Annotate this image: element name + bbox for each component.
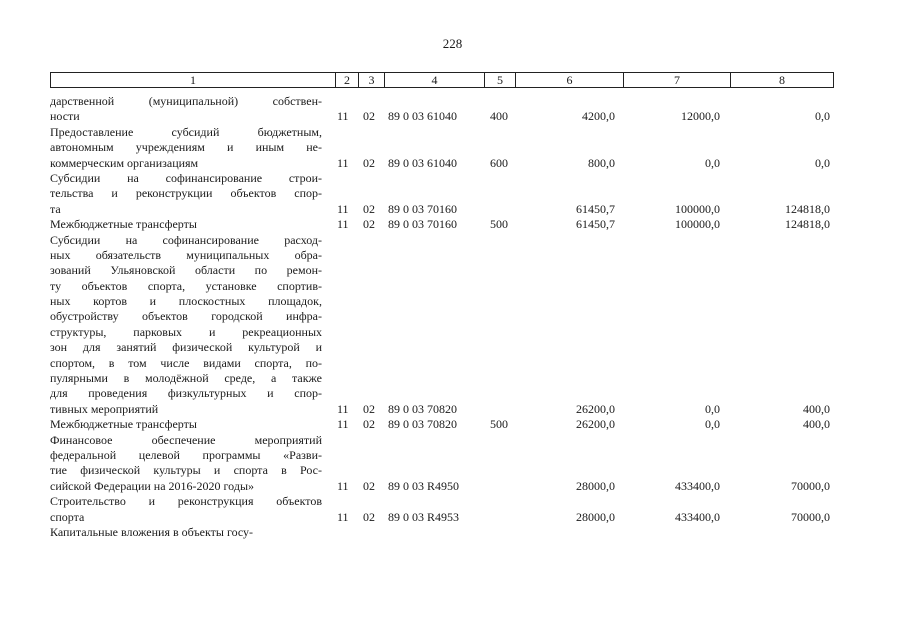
table-row — [50, 525, 840, 540]
row-description — [50, 94, 322, 125]
description-line: для проведения физкультурных и спор- — [50, 386, 322, 401]
table-row — [50, 494, 840, 525]
cell-c2: 11 — [337, 509, 349, 524]
row-description — [50, 494, 322, 525]
cell-c6: 61450,7 — [576, 217, 615, 232]
description-line: тие физической культуры и спорта в Рос- — [50, 463, 322, 478]
cell-c4: 89 0 03 61040 — [388, 155, 457, 170]
table-row — [50, 217, 840, 232]
cell-c6: 26200,0 — [576, 417, 615, 432]
row-description — [50, 171, 322, 217]
description-line: Межбюджетные трансферты — [50, 217, 197, 232]
cell-c4: 89 0 03 70820 — [388, 401, 457, 416]
cell-c8: 400,0 — [803, 417, 830, 432]
cell-c2: 11 — [337, 417, 349, 432]
cell-c4: 89 0 03 R4950 — [388, 478, 460, 493]
cell-c3: 02 — [363, 201, 375, 216]
cell-c5: 500 — [490, 217, 508, 232]
description-line: Предоставление субсидий бюджетным, — [50, 124, 322, 139]
description-line: ту объектов спорта, установке спортив- — [50, 278, 322, 293]
cell-c8: 0,0 — [815, 109, 830, 124]
cell-c4: 89 0 03 70160 — [388, 201, 457, 216]
cell-c5: 500 — [490, 417, 508, 432]
cell-c8: 0,0 — [815, 155, 830, 170]
description-line: структуры, парковых и рекреационных — [50, 324, 322, 339]
cell-c7: 0,0 — [705, 155, 720, 170]
description-line: зон для занятий физической культурой и — [50, 340, 322, 355]
cell-c2: 11 — [337, 478, 349, 493]
cell-c2: 11 — [337, 401, 349, 416]
description-line: ности — [50, 109, 80, 124]
row-description — [50, 233, 322, 418]
row-description — [50, 417, 322, 432]
table-header — [50, 72, 834, 88]
cell-c8: 70000,0 — [791, 478, 830, 493]
description-line: зований Ульяновской области по ремон- — [50, 263, 322, 278]
cell-c8: 124818,0 — [785, 217, 830, 232]
page-number: 228 — [442, 36, 463, 51]
cell-c4: 89 0 03 70820 — [388, 417, 457, 432]
table-row — [50, 94, 840, 125]
cell-c3: 02 — [363, 109, 375, 124]
cell-c3: 02 — [363, 509, 375, 524]
header-col-8: 8 — [779, 73, 785, 87]
header-col-7: 7 — [624, 73, 731, 87]
cell-c2: 11 — [337, 201, 349, 216]
description-line: сийской Федерации на 2016-2020 годы» — [50, 478, 254, 493]
description-line: спорта — [50, 509, 85, 524]
description-line: ных кортов и плоскостных площадок, — [50, 294, 322, 309]
cell-c8: 70000,0 — [791, 509, 830, 524]
table-row — [50, 125, 840, 171]
header-col-5: 5 — [485, 73, 516, 87]
description-line: тивных мероприятий — [50, 401, 159, 416]
description-line: обустройству объектов городской инфра- — [50, 309, 322, 324]
description-line: пулярными в молодёжной среде, а также — [50, 371, 322, 386]
description-line: федеральной целевой программы «Разви- — [50, 447, 322, 462]
cell-c7: 433400,0 — [675, 509, 720, 524]
cell-c3: 02 — [363, 217, 375, 232]
cell-c4: 89 0 03 R4953 — [388, 509, 460, 524]
cell-c6: 800,0 — [588, 155, 615, 170]
header-col-4: 4 — [385, 73, 485, 87]
cell-c7: 433400,0 — [675, 478, 720, 493]
row-description — [50, 433, 322, 495]
cell-c4: 89 0 03 70160 — [388, 217, 457, 232]
description-line: Межбюджетные трансферты — [50, 417, 197, 432]
table-row — [50, 433, 840, 495]
cell-c6: 26200,0 — [576, 401, 615, 416]
cell-c5: 400 — [490, 109, 508, 124]
cell-c8: 400,0 — [803, 401, 830, 416]
cell-c3: 02 — [363, 155, 375, 170]
row-description — [50, 217, 322, 232]
cell-c7: 12000,0 — [681, 109, 720, 124]
description-line: Финансовое обеспечение мероприятий — [50, 432, 322, 447]
cell-c2: 11 — [337, 109, 349, 124]
cell-c7: 0,0 — [705, 417, 720, 432]
description-line: та — [50, 201, 61, 216]
budget-table — [50, 94, 840, 540]
header-col-6: 6 — [516, 73, 624, 87]
table-row — [50, 233, 840, 418]
description-line: автономным учреждениям и иным не- — [50, 140, 322, 155]
description-line: Субсидии на софинансирование расход- — [50, 232, 322, 247]
cell-c7: 0,0 — [705, 401, 720, 416]
header-col-2: 2 — [336, 73, 359, 87]
cell-c2: 11 — [337, 155, 349, 170]
description-line: Субсидии на софинансирование строи- — [50, 170, 322, 185]
description-line: спортом, в том числе видами спорта, по- — [50, 355, 322, 370]
cell-c8: 124818,0 — [785, 201, 830, 216]
row-description — [50, 125, 322, 171]
header-col-3: 3 — [359, 73, 385, 87]
table-row — [50, 171, 840, 217]
description-line: ных обязательств муниципальных обра- — [50, 247, 322, 262]
row-description — [50, 525, 322, 540]
cell-c2: 11 — [337, 217, 349, 232]
cell-c4: 89 0 03 61040 — [388, 109, 457, 124]
cell-c3: 02 — [363, 478, 375, 493]
description-line: Строительство и реконструкция объектов — [50, 494, 322, 509]
cell-c3: 02 — [363, 417, 375, 432]
cell-c5: 600 — [490, 155, 508, 170]
cell-c6: 4200,0 — [582, 109, 615, 124]
cell-c3: 02 — [363, 401, 375, 416]
description-line: Капитальные вложения в объекты госу- — [50, 524, 254, 539]
cell-c6: 28000,0 — [576, 509, 615, 524]
description-line: коммерческим организациям — [50, 155, 199, 170]
cell-c7: 100000,0 — [675, 201, 720, 216]
header-col-1: 1 — [51, 73, 336, 87]
table-row — [50, 417, 840, 432]
cell-c6: 28000,0 — [576, 478, 615, 493]
cell-c6: 61450,7 — [576, 201, 615, 216]
description-line: дарственной (муниципальной) собствен- — [50, 94, 322, 108]
cell-c7: 100000,0 — [675, 217, 720, 232]
description-line: тельства и реконструкции объектов спор- — [50, 186, 322, 201]
